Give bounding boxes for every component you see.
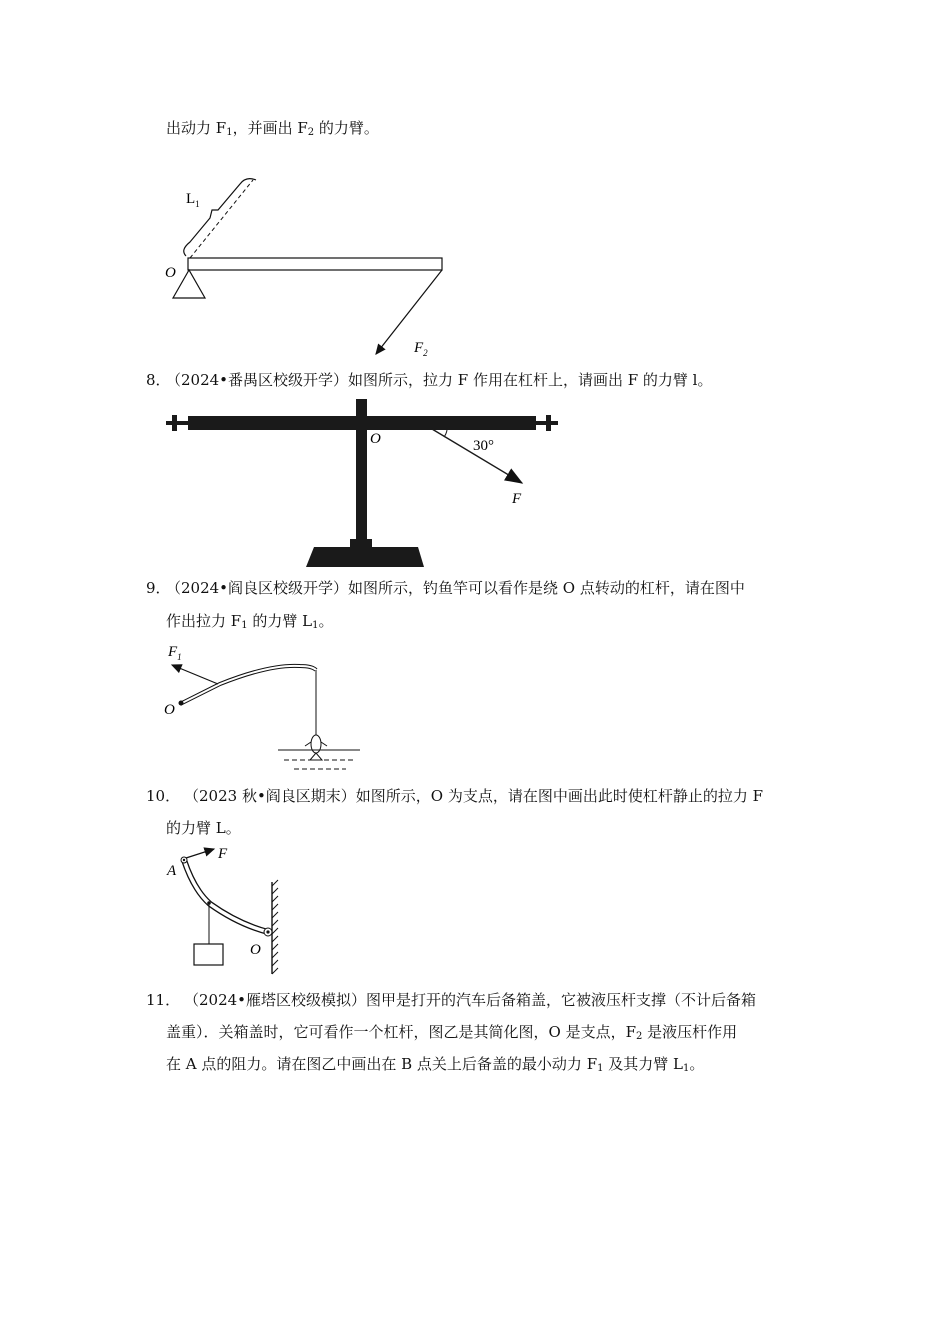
q7-label-F2: $F_2$ xyxy=(414,340,428,358)
q10-number: 10． xyxy=(146,787,181,805)
q7-text-tail: 出动力 $F_1$，并画出 $F_2$ 的力臂。 xyxy=(166,119,379,138)
q9-fishing-rod-figure xyxy=(160,636,370,776)
q8-label-O: O xyxy=(370,431,381,447)
q9-label-O: O xyxy=(164,702,175,718)
q10-label-O: O xyxy=(250,942,261,958)
q10-bent-lever-figure xyxy=(160,840,300,980)
q7-label-L1: $L_1$ xyxy=(186,191,200,209)
q10-text-line2: 的力臂 L。 xyxy=(166,819,241,837)
q8-label-F: F xyxy=(512,491,522,507)
q8-text: （2024•番禺区校级开学）如图所示，拉力 F 作用在杠杆上，请画出 F 的力臂 l。 xyxy=(166,371,713,389)
q9-text-line1: （2024•阎良区校级开学）如图所示，钓鱼竿可以看作是绕 O 点转动的杠杆，请在图中 xyxy=(166,579,745,597)
q10-label-F: F xyxy=(218,846,228,862)
q10-text-line1: （2023 秋•阎良区期末）如图所示，O 为支点，请在图中画出此时使杠杆静止的拉力 F xyxy=(184,787,764,805)
q8-number: 8． xyxy=(146,371,171,389)
q8-lever-figure xyxy=(162,395,562,570)
q8-label-angle: 30° xyxy=(473,438,494,454)
q9-number: 9． xyxy=(146,579,171,597)
q11-text-line2: 盖重）．关箱盖时，它可看作一个杠杆，图乙是其简化图，O 是支点，$F_2$ 是液压杆作用 xyxy=(166,1023,738,1042)
q7-label-O: O xyxy=(165,265,176,281)
q11-text-line3: 在 A 点的阻力。请在图乙中画出在 B 点关上后备盖的最小动力 $F_1$ 及其力臂 $L_1$。 xyxy=(166,1055,705,1074)
q9-text-line2: 作出拉力 $F_1$ 的力臂 $L_1$。 xyxy=(166,612,334,631)
q10-label-A: A xyxy=(167,863,177,879)
q7-lever-figure xyxy=(160,170,460,365)
q9-label-F1: $F_1$ xyxy=(168,644,182,662)
q11-text-line1: （2024•雁塔区校级模拟）图甲是打开的汽车后备箱盖，它被液压杆支撑（不计后备箱 xyxy=(184,991,757,1009)
q11-number: 11． xyxy=(146,991,181,1009)
